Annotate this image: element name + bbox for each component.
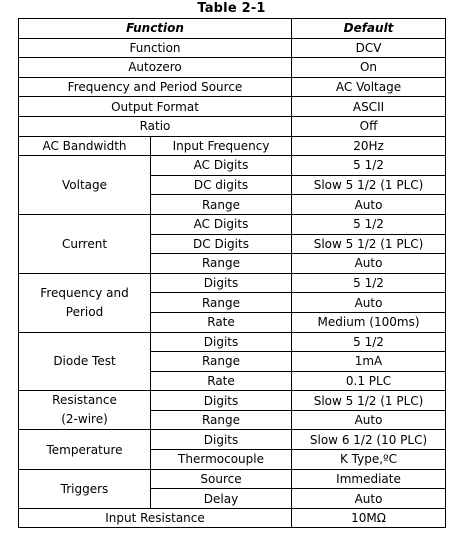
param-name: DC Digits bbox=[151, 234, 292, 254]
header-function: Function bbox=[19, 19, 292, 39]
param-name: Range bbox=[151, 352, 292, 372]
param-name: Range bbox=[151, 410, 292, 430]
table-caption: Table 2-1 bbox=[197, 1, 266, 16]
param-name: Delay bbox=[151, 489, 292, 509]
param-default: Slow 5 1/2 (1 PLC) bbox=[292, 391, 446, 411]
param-name: Range bbox=[151, 254, 292, 274]
param-name: Range bbox=[151, 195, 292, 215]
table-row bbox=[19, 273, 446, 293]
param-default: Auto bbox=[292, 410, 446, 430]
table-row bbox=[19, 97, 446, 117]
row-default: Off bbox=[292, 116, 446, 136]
param-default: Auto bbox=[292, 254, 446, 274]
param-name: Digits bbox=[151, 391, 292, 411]
table-row bbox=[19, 214, 446, 234]
row-function: Function bbox=[19, 38, 292, 58]
param-name: Range bbox=[151, 293, 292, 313]
param-name: Digits bbox=[151, 273, 292, 293]
row-function: Input Resistance bbox=[19, 508, 292, 528]
param-default: 20Hz bbox=[292, 136, 446, 156]
table-row bbox=[19, 469, 446, 489]
param-default: 1mA bbox=[292, 352, 446, 372]
table-row bbox=[19, 430, 446, 450]
row-default: DCV bbox=[292, 38, 446, 58]
row-function: Ratio bbox=[19, 116, 292, 136]
table-row bbox=[19, 136, 446, 156]
param-default: 5 1/2 bbox=[292, 156, 446, 176]
row-function: Autozero bbox=[19, 58, 292, 78]
header-default: Default bbox=[292, 19, 446, 39]
table-row bbox=[19, 77, 446, 97]
group-label-line: Period bbox=[65, 304, 104, 319]
param-default: Auto bbox=[292, 195, 446, 215]
param-name: AC Digits bbox=[151, 214, 292, 234]
param-name: Digits bbox=[151, 332, 292, 352]
table-row bbox=[19, 156, 446, 176]
group-label-line: Resistance bbox=[52, 393, 117, 408]
param-default: Slow 5 1/2 (1 PLC) bbox=[292, 234, 446, 254]
table-header-row bbox=[19, 19, 446, 39]
group-temperature: Temperature bbox=[19, 430, 151, 469]
param-name: DC digits bbox=[151, 175, 292, 195]
table-row bbox=[19, 332, 446, 352]
param-name: AC Digits bbox=[151, 156, 292, 176]
param-default: Auto bbox=[292, 293, 446, 313]
param-default: K Type,ºC bbox=[292, 450, 446, 470]
group-triggers: Triggers bbox=[19, 469, 151, 508]
group-label-line: Frequency and bbox=[40, 285, 129, 300]
row-function: Output Format bbox=[19, 97, 292, 117]
param-name: Thermocouple bbox=[151, 450, 292, 470]
table-row bbox=[19, 38, 446, 58]
param-name: Input Frequency bbox=[151, 136, 292, 156]
param-name: Rate bbox=[151, 371, 292, 391]
param-name: Digits bbox=[151, 430, 292, 450]
param-default: Slow 5 1/2 (1 PLC) bbox=[292, 175, 446, 195]
group-frequency-period bbox=[19, 273, 151, 332]
table-row bbox=[19, 391, 446, 411]
table-row bbox=[19, 508, 446, 528]
param-default: 5 1/2 bbox=[292, 273, 446, 293]
param-default: Medium (100ms) bbox=[292, 312, 446, 332]
param-default: 5 1/2 bbox=[292, 332, 446, 352]
param-name: Rate bbox=[151, 312, 292, 332]
row-default: ASCII bbox=[292, 97, 446, 117]
group-ac-bandwidth: AC Bandwidth bbox=[19, 136, 151, 156]
group-diode-test: Diode Test bbox=[19, 332, 151, 391]
param-default: Immediate bbox=[292, 469, 446, 489]
param-default: Auto bbox=[292, 489, 446, 509]
default-settings-table bbox=[18, 18, 446, 528]
group-current: Current bbox=[19, 214, 151, 273]
row-default: On bbox=[292, 58, 446, 78]
param-default: 5 1/2 bbox=[292, 214, 446, 234]
table-row bbox=[19, 58, 446, 78]
param-name: Source bbox=[151, 469, 292, 489]
param-default: 0.1 PLC bbox=[292, 371, 446, 391]
group-voltage: Voltage bbox=[19, 156, 151, 215]
row-default: AC Voltage bbox=[292, 77, 446, 97]
row-function: Frequency and Period Source bbox=[19, 77, 292, 97]
group-resistance bbox=[19, 391, 151, 430]
table-row bbox=[19, 116, 446, 136]
row-default: 10MΩ bbox=[292, 508, 446, 528]
param-default: Slow 6 1/2 (10 PLC) bbox=[292, 430, 446, 450]
group-label-line: (2-wire) bbox=[61, 412, 108, 427]
